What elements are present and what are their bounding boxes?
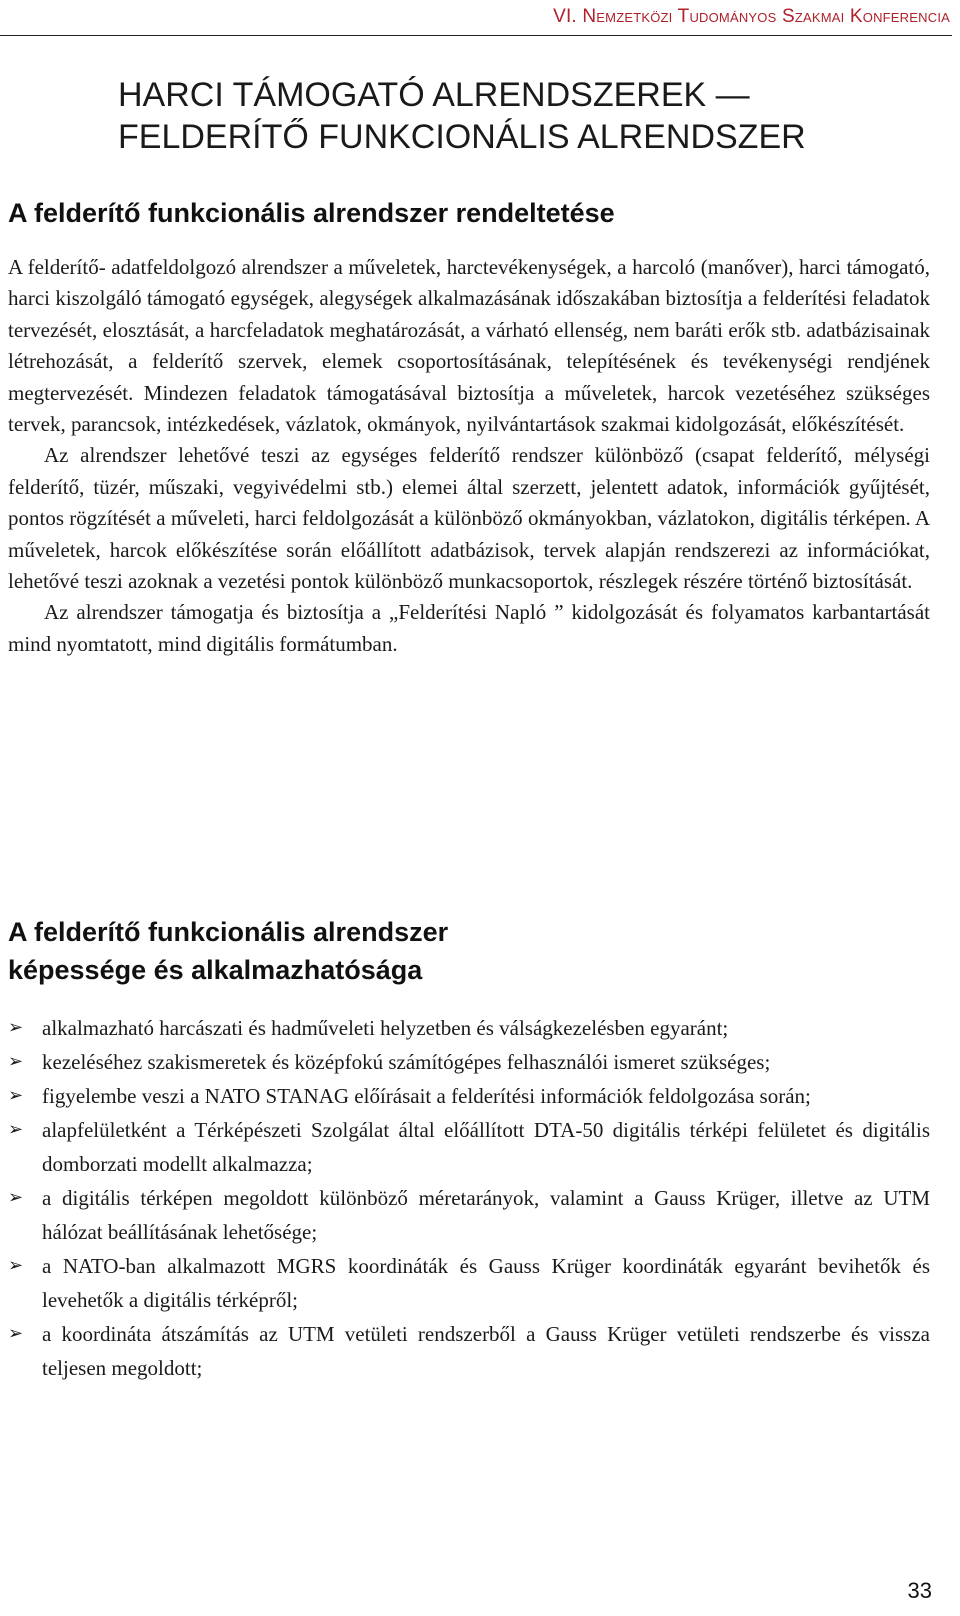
- page-title-line-2: FELDERÍTŐ FUNKCIONÁLIS ALRENDSZER: [118, 118, 806, 156]
- arrowhead-bullet-icon: ➢: [8, 1187, 24, 1208]
- list-item-text: kezeléséhez szakismeretek és középfokú számítógépes felhasználói ismeret szükséges;: [42, 1050, 771, 1074]
- page-title: [118, 74, 918, 158]
- list-item-text: a koordináta átszámítás az UTM vetületi rendszerből a Gauss Krüger vetületi rendszerbe és vissza teljesen megoldott;: [42, 1322, 930, 1380]
- list-item: [8, 1045, 930, 1079]
- section-heading-line-2: képessége és alkalmazhatósága: [8, 955, 423, 985]
- body-paragraph: Az alrendszer lehetővé teszi az egységes felderítő rendszer különböző (csapat felderítő, mélységi felderítő, tüzér, műszaki, vegyivédelmi stb.) elemei által szerzett, jelentett adatok, információk gyűjtését, pontos rögzítését a műveleti, harci feldolgozását a különböző okmányokban, vázlatokon, digitális térképen. A műveletek, harcok előkészítése során előállított adatbázisok, tervek alapján rendszerezi az információkat, lehetővé teszi azoknak a vezetési pontok különböző munkacsoportok, részlegek részére történő biztosítását.: [8, 443, 930, 594]
- list-item-text: alkalmazható harcászati és hadműveleti helyzetben és válságkezelésben egyaránt;: [42, 1016, 729, 1040]
- body-paragraph: Az alrendszer támogatja és biztosítja a „Felderítési Napló ” kidolgozását és folyamatos karbantartását mind nyomtatott, mind digitális formátumban.: [8, 600, 930, 656]
- list-item-text: a NATO-ban alkalmazott MGRS koordináták és Gauss Krüger koordináták egyaránt bevihetők és levehetők a digitális térképről;: [42, 1254, 930, 1312]
- list-item: [8, 1011, 930, 1045]
- capabilities-list: [8, 1011, 930, 1385]
- arrowhead-bullet-icon: ➢: [8, 1119, 24, 1140]
- page-number: 33: [907, 1578, 932, 1603]
- list-item: [8, 1079, 930, 1113]
- list-item-text: a digitális térképen megoldott különböző méretarányok, valamint a Gauss Krüger, illetve az UTM hálózat beállításának lehetősége;: [42, 1186, 930, 1244]
- section-heading-capabilities: [8, 913, 448, 989]
- list-item-text: figyelembe veszi a NATO STANAG előírásait a felderítési információk feldolgozása során;: [42, 1084, 811, 1108]
- list-item: [8, 1113, 930, 1181]
- list-item-text: alapfelületként a Térképészeti Szolgálat által előállított DTA-50 digitális térképi felületet és digitális domborzati modellt alkalmazza;: [42, 1118, 930, 1176]
- section-heading-purpose: A felderítő funkcionális alrendszer rendeltetése: [8, 198, 615, 228]
- body-paragraph: A felderítő- adatfeldolgozó alrendszer a műveletek, harctevékenységek, a harcoló (manőver), harci támogató, harci kiszolgáló támogató egységek, alegységek alkalmazásának időszakában biztosítja a felderítési feladatok tervezését, elosztását, a harcfeladatok meghatározását, a várható ellenség, nem baráti erők stb. adatbázisainak létrehozását, a felderítő szervek, elemek csoportosításának, telepítésének és tevékenységi rendjének megtervezését. Mindezen feladatok támogatásával biztosítja a műveletek, harcok vezetéséhez szükséges tervek, parancsok, intézkedések, vázlatok, okmányok, nyilvántartások szakmai kidolgozását, előkészítését.: [8, 255, 930, 437]
- arrowhead-bullet-icon: ➢: [8, 1255, 24, 1276]
- list-item: [8, 1181, 930, 1249]
- conference-title: VI. Nemzetközi Tudományos Szakmai Konferencia: [553, 6, 950, 27]
- arrowhead-bullet-icon: ➢: [8, 1323, 24, 1344]
- section-heading-line-1: A felderítő funkcionális alrendszer: [8, 917, 449, 947]
- arrowhead-bullet-icon: ➢: [8, 1051, 24, 1072]
- list-item: [8, 1317, 930, 1385]
- section-body-purpose: [8, 252, 930, 660]
- arrowhead-bullet-icon: ➢: [8, 1017, 24, 1038]
- page-title-line-1: HARCI TÁMOGATÓ ALRENDSZEREK —: [118, 76, 750, 114]
- list-item: [8, 1249, 930, 1317]
- running-header: [0, 0, 952, 36]
- arrowhead-bullet-icon: ➢: [8, 1085, 24, 1106]
